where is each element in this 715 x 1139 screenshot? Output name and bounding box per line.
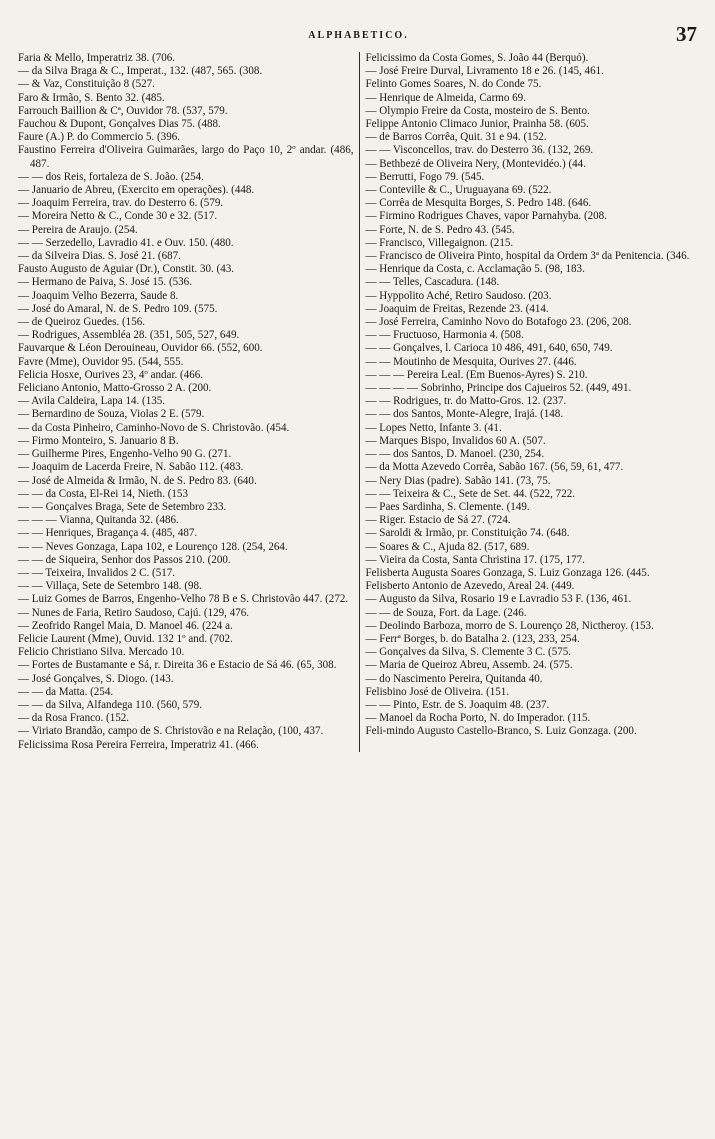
directory-entry: — José Freire Durval, Livramento 18 e 26. (145, 461. (365, 65, 604, 78)
directory-entry: — da Silva Braga & C., Imperat., 132. (487, 565. (308. (18, 65, 263, 78)
directory-entry: — Bernardino de Souza, Violas 2 E. (579. (18, 408, 205, 421)
directory-entry: — Paes Sardinha, S. Clemente. (149. (365, 500, 530, 513)
directory-entry: — Joaquim de Freitas, Rezende 23. (414. (365, 302, 549, 315)
directory-entry: — Firmino Rodrigues Chaves, vapor Parnahyba. (208. (365, 210, 607, 223)
directory-entry: — — Fructuoso, Harmonia 4. (508. (365, 329, 524, 342)
directory-entry: Favre (Mme), Ouvidor 95. (544, 555. (18, 355, 184, 368)
directory-entry: — da Costa Pinheiro, Caminho-Novo de S. Christovão. (454. (18, 421, 290, 434)
directory-entry: — — Serzedello, Lavradio 41. e Ouv. 150. (480. (18, 236, 234, 249)
directory-entry: — Viriato Brandão, campo de S. Christovão e na Relação, (100, 437. (18, 725, 324, 738)
directory-entry: — Berrutti, Fogo 79. (545. (365, 170, 485, 183)
directory-entry: — Lopes Netto, Infante 3. (41. (365, 421, 502, 434)
directory-entry: — — da Costa, El-Rei 14, Nieth. (153 (18, 487, 188, 500)
directory-entry: — José de Almeida & Irmão, N. de S. Pedro 83. (640. (18, 474, 257, 487)
directory-entry: — Francisco, Villegaignon. (215. (365, 236, 514, 249)
directory-entry: — Luiz Gomes de Barros, Engenho-Velho 78 B e S. Christovão 447. (272. (18, 593, 349, 606)
directory-entry: — Ferrª Borges, b. do Batalha 2. (123, 233, 254. (365, 632, 580, 645)
directory-columns (18, 52, 699, 752)
directory-entry: — do Nascimento Pereira, Quitanda 40. (365, 672, 543, 685)
directory-entry: — — da Silva, Alfandega 110. (560, 579. (18, 698, 202, 711)
directory-entry: Faro & Irmão, S. Bento 32. (485. (18, 91, 165, 104)
directory-entry: — Fortes de Bustamante e Sá, r. Direita 36 e Estacio de Sá 46. (65, 308. (18, 659, 337, 672)
directory-entry: Feliciano Antonio, Matto-Grosso 2 A. (200. (18, 382, 212, 395)
directory-entry: — Joaquim Velho Bezerra, Saude 8. (18, 289, 179, 302)
directory-entry: — — Neves Gonzaga, Lapa 102, e Lourenço 128. (254, 264. (18, 540, 288, 553)
directory-entry: — — Villaça, Sete de Setembro 148. (98. (18, 580, 202, 593)
directory-entry: — de Queiroz Guedes. (156. (18, 316, 146, 329)
directory-entry: — de Barros Corrêa, Quit. 31 e 94. (152. (365, 131, 547, 144)
directory-entry: — — — Vianna, Quitanda 32. (486. (18, 514, 179, 527)
directory-entry: — Gonçalves da Silva, S. Clemente 3 C. (575. (365, 646, 572, 659)
directory-entry: Fauvarque & Léon Derouineau, Ouvidor 66. (552, 600. (18, 342, 263, 355)
directory-entry: — — Gonçalves, l. Carioca 10 486, 491, 640, 650, 749. (365, 342, 613, 355)
directory-entry: — Januario de Abreu, (Exercito em operações). (448. (18, 184, 255, 197)
directory-entry: Fauchou & Dupont, Gonçalves Dias 75. (488. (18, 118, 221, 131)
directory-entry: — da Rosa Franco. (152. (18, 712, 130, 725)
directory-entry: — Augusto da Silva, Rosario 19 e Lavradio 53 F. (136, 461. (365, 593, 632, 606)
directory-entry: — — dos Santos, Monte-Alegre, Irajá. (148. (365, 408, 564, 421)
directory-entry: — Francisco de Oliveira Pinto, hospital da Ordem 3ª da Penitencia. (346. (365, 250, 690, 263)
directory-entry: — Corrêa de Mesquita Borges, S. Pedro 148. (646. (365, 197, 592, 210)
directory-entry: — Saroldi & Irmão, pr. Constituição 74. (648. (365, 527, 570, 540)
directory-entry: Felisberta Augusta Soares Gonzaga, S. Luiz Gonzaga 126. (445. (365, 566, 650, 579)
directory-entry: — Forte, N. de S. Pedro 43. (545. (365, 223, 515, 236)
directory-entry: — — dos Reis, fortaleza de S. João. (254. (18, 170, 204, 183)
directory-entry: — — de Siqueira, Senhor dos Passos 210. (200. (18, 553, 231, 566)
right-column (359, 52, 700, 752)
directory-entry: — Riger. Estacio de Sá 27. (724. (365, 514, 511, 527)
directory-entry: — Zeofrido Rangel Maia, D. Manoel 46. (224 a. (18, 619, 233, 632)
directory-entry: Feli-mindo Augusto Castello-Branco, S. Luiz Gonzaga. (200. (365, 725, 637, 738)
directory-entry: — Soares & C., Ajuda 82. (517, 689. (365, 540, 530, 553)
directory-entry: — — Henriques, Bragança 4. (485, 487. (18, 527, 198, 540)
directory-entry: — — Pinto, Estr. de S. Joaquim 48. (237. (365, 698, 550, 711)
directory-entry: — — de Souza, Fort. da Lage. (246. (365, 606, 527, 619)
directory-entry: — Deolindo Barboza, morro de S. Lourenço 28, Nictheroy. (153. (365, 619, 654, 632)
directory-entry: Faustino Ferreira d'Oliveira Guimarães, largo do Paço 10, 2º andar. (486, 487. (18, 144, 354, 170)
directory-entry: Farrouch Baillion & Cª, Ouvidor 78. (537, 579. (18, 104, 228, 117)
left-column (18, 52, 359, 752)
directory-entry: — Joaquim de Lacerda Freire, N. Sabão 112. (483. (18, 461, 244, 474)
directory-entry: — — Moutinho de Mesquita, Ourives 27. (446. (365, 355, 577, 368)
directory-entry: — Manoel da Rocha Porto, N. do Imperador. (115. (365, 712, 591, 725)
directory-entry: — Guilherme Pires, Engenho-Velho 90 G. (271. (18, 448, 232, 461)
directory-entry: — Vieira da Costa, Santa Christina 17. (175, 177. (365, 553, 585, 566)
directory-entry: Felicie Laurent (Mme), Ouvid. 132 1º and. (702. (18, 632, 233, 645)
directory-entry: — Henrique de Almeida, Carmo 69. (365, 91, 526, 104)
directory-entry: — Pereira de Araujo. (254. (18, 223, 138, 236)
directory-entry: — Bethbezé de Oliveira Nery, (Montevidéo.) (44. (365, 157, 586, 170)
directory-entry: — José do Amaral, N. de S. Pedro 109. (575. (18, 302, 218, 315)
directory-entry: Felicio Christiano Silva. Mercado 10. (18, 646, 185, 659)
directory-entry: — José Gonçalves, S. Diogo. (143. (18, 672, 174, 685)
directory-entry: Felisbino José de Oliveira. (151. (365, 685, 510, 698)
directory-entry: — Conteville & C., Uruguayana 69. (522. (365, 184, 552, 197)
directory-entry: — — Visconcellos, trav. do Desterro 36. (132, 269. (365, 144, 594, 157)
directory-entry: — da Motta Azevedo Corrêa, Sabão 167. (56, 59, 61, 477. (365, 461, 624, 474)
directory-entry: — — Gonçalves Braga, Sete de Setembro 233. (18, 500, 227, 513)
directory-entry: Felicissima Rosa Pereira Ferreira, Imperatriz 41. (466. (18, 738, 259, 751)
directory-entry: — — — Pereira Leal. (Em Buenos-Ayres) S. 210. (365, 368, 588, 381)
directory-entry: Felicia Hosxe, Ourives 23, 4º andar. (466. (18, 368, 204, 381)
directory-entry: — Nunes de Faria, Retiro Saudoso, Cajú. (129, 476. (18, 606, 250, 619)
page-header (18, 18, 699, 52)
directory-entry: — José Ferreira, Caminho Novo do Botafogo 23. (206, 208. (365, 316, 632, 329)
directory-entry: — Joaquim Ferreira, trav. do Desterro 6. (579. (18, 197, 224, 210)
directory-entry: — Hermano de Paiva, S. José 15. (536. (18, 276, 192, 289)
directory-entry: — da Silveira Dias. S. José 21. (687. (18, 250, 181, 263)
directory-entry: Fausto Augusto de Aguiar (Dr.), Constit. 30. (43. (18, 263, 235, 276)
directory-entry: — Marques Bispo, Invalidos 60 A. (507. (365, 434, 546, 447)
directory-entry: — & Vaz, Constituição 8 (527. (18, 78, 155, 91)
directory-entry: Felicissimo da Costa Gomes, S. João 44 (Berquó). (365, 52, 589, 64)
directory-entry: — Firmo Monteiro, S. Januario 8 B. (18, 434, 179, 447)
directory-entry: — — Rodrigues, tr. do Matto-Gros. 12. (237. (365, 395, 567, 408)
page-number: 37 (676, 22, 697, 46)
directory-entry: — Hyppolito Aché, Retiro Saudoso. (203. (365, 289, 552, 302)
directory-entry: — — — — Sobrinho, Principe dos Cajueiros 52. (449, 491. (365, 382, 632, 395)
directory-entry: Felinto Gomes Soares, N. do Conde 75. (365, 78, 542, 91)
directory-entry: — Henrique da Costa, c. Acclamação 5. (98, 183. (365, 263, 585, 276)
directory-entry: — Olympio Freire da Costa, mosteiro de S. Bento. (365, 104, 590, 117)
directory-entry: — — dos Santos, D. Manoel. (230, 254. (365, 448, 545, 461)
directory-entry: — — Telles, Cascadura. (148. (365, 276, 500, 289)
directory-entry: — Avila Caldeira, Lapa 14. (135. (18, 395, 166, 408)
directory-entry: — Nery Dias (padre). Sabão 141. (73, 75. (365, 474, 551, 487)
directory-entry: Faure (A.) P. do Commercio 5. (396. (18, 131, 180, 144)
running-head: ALPHABETICO. (308, 30, 409, 41)
directory-entry: — — da Matta. (254. (18, 685, 114, 698)
directory-entry: Felippe Antonio Climaco Junior, Prainha 58. (605. (365, 118, 589, 131)
directory-entry: — Maria de Queiroz Abreu, Assemb. 24. (575. (365, 659, 573, 672)
directory-entry: — Moreira Netto & C., Conde 30 e 32. (517. (18, 210, 218, 223)
directory-entry: — — Teixeira & C., Sete de Set. 44. (522, 722. (365, 487, 575, 500)
directory-entry: — Rodrigues, Assembléa 28. (351, 505, 527, 649. (18, 329, 240, 342)
directory-entry: Faria & Mello, Imperatriz 38. (706. (18, 52, 176, 64)
directory-entry: Felisberto Antonio de Azevedo, Areal 24. (449. (365, 580, 575, 593)
directory-entry: — — Teixeira, Invalidos 2 C. (517. (18, 566, 176, 579)
